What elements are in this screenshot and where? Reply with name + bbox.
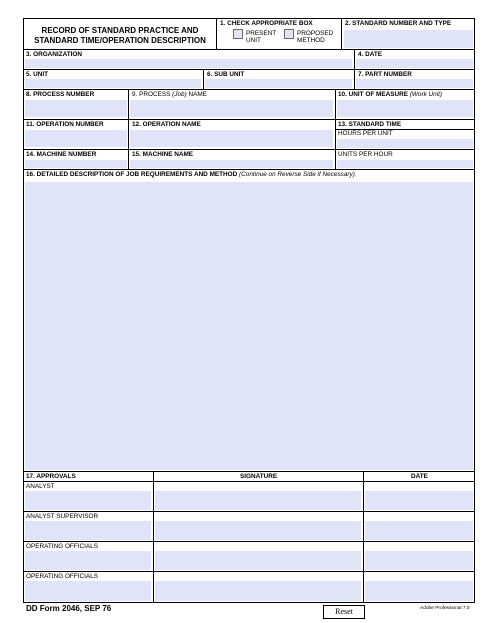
unit-field[interactable] xyxy=(25,79,201,88)
analyst-date-field[interactable] xyxy=(365,491,473,510)
machine-number-field[interactable] xyxy=(25,160,127,168)
description-field[interactable] xyxy=(25,182,473,470)
approval-row-operating-officials-1: OPERATING OFFICIALS xyxy=(26,543,98,550)
sub-unit-label: 6. SUB UNIT xyxy=(207,71,245,78)
date-heading: DATE xyxy=(411,473,428,480)
official1-date-field[interactable] xyxy=(365,551,473,570)
proposed-method-checkbox[interactable] xyxy=(284,29,294,39)
operation-name-field[interactable] xyxy=(130,130,333,147)
sub-unit-field[interactable] xyxy=(205,79,352,88)
unit-of-measure-label: 10. UNIT OF MEASURE (Work Unit) xyxy=(338,91,443,98)
software-version: Adobe Professional 7.0 xyxy=(420,606,470,611)
operation-number-label: 11. OPERATION NUMBER xyxy=(26,121,104,128)
machine-name-label: 15. MACHINE NAME xyxy=(132,151,194,158)
supervisor-signature-field[interactable] xyxy=(155,521,361,540)
standard-number-label: 2. STANDARD NUMBER AND TYPE xyxy=(345,20,452,27)
unit-label: 5. UNIT xyxy=(26,71,49,78)
description-label: 16. DETAILED DESCRIPTION OF JOB REQUIREMENTS AND METHOD (Continue on Reverse Side if Necessary) xyxy=(26,171,355,178)
date-label: 4. DATE xyxy=(358,51,383,58)
approval-row-analyst-supervisor: ANALYST SUPERVISOR xyxy=(26,513,99,520)
standard-number-field[interactable] xyxy=(344,30,473,48)
approvals-heading: 17. APPROVALS xyxy=(26,473,76,480)
part-number-label: 7. PART NUMBER xyxy=(358,71,412,78)
form-title-line2: STANDARD TIME/OPERATION DESCRIPTION xyxy=(34,36,206,45)
process-number-label: 8. PROCESS NUMBER xyxy=(26,91,95,98)
supervisor-name-field[interactable] xyxy=(25,521,151,540)
unit-of-measure-field[interactable] xyxy=(337,100,473,117)
form-title-line1: RECORD OF STANDARD PRACTICE AND xyxy=(41,26,199,35)
process-name-field[interactable] xyxy=(130,100,333,117)
units-per-hour-field[interactable] xyxy=(337,160,473,168)
machine-number-label: 14. MACHINE NUMBER xyxy=(26,151,97,158)
process-name-label: 9. PROCESS (Job) NAME xyxy=(132,91,207,98)
present-unit-label-2: UNIT xyxy=(246,37,261,44)
official2-date-field[interactable] xyxy=(365,581,473,601)
present-unit-checkbox[interactable] xyxy=(233,29,243,39)
analyst-signature-field[interactable] xyxy=(155,491,361,510)
operation-name-label: 12. OPERATION NAME xyxy=(132,121,201,128)
proposed-method-label-2: METHOD xyxy=(297,37,325,44)
units-per-hour-label: UNITS PER HOUR xyxy=(338,151,393,158)
date-field[interactable] xyxy=(356,59,473,68)
reset-button[interactable]: Reset xyxy=(323,605,365,619)
approval-row-operating-officials-2: OPERATING OFFICIALS xyxy=(26,573,98,580)
signature-heading: SIGNATURE xyxy=(240,473,278,480)
official2-name-field[interactable] xyxy=(25,581,151,601)
check-box-label: 1. CHECK APPROPRIATE BOX xyxy=(220,20,313,27)
supervisor-date-field[interactable] xyxy=(365,521,473,540)
official1-name-field[interactable] xyxy=(25,551,151,570)
organization-field[interactable] xyxy=(25,59,352,68)
hours-per-unit-label: HOURS PER UNIT xyxy=(338,130,393,137)
present-unit-label-1: PRESENT xyxy=(246,30,277,37)
analyst-name-field[interactable] xyxy=(25,491,151,510)
approval-row-analyst: ANALYST xyxy=(26,483,55,490)
hours-per-unit-field[interactable] xyxy=(337,139,473,148)
part-number-field[interactable] xyxy=(356,79,473,88)
operation-number-field[interactable] xyxy=(25,130,127,147)
official2-signature-field[interactable] xyxy=(155,581,361,601)
organization-label: 3. ORGANIZATION xyxy=(26,51,82,58)
form-identifier: DD Form 2046, SEP 76 xyxy=(26,604,112,613)
machine-name-field[interactable] xyxy=(130,160,333,168)
process-number-field[interactable] xyxy=(25,100,127,117)
official1-signature-field[interactable] xyxy=(155,551,361,570)
standard-time-label: 13. STANDARD TIME xyxy=(338,121,402,128)
proposed-method-label-1: PROPOSED xyxy=(297,30,334,37)
